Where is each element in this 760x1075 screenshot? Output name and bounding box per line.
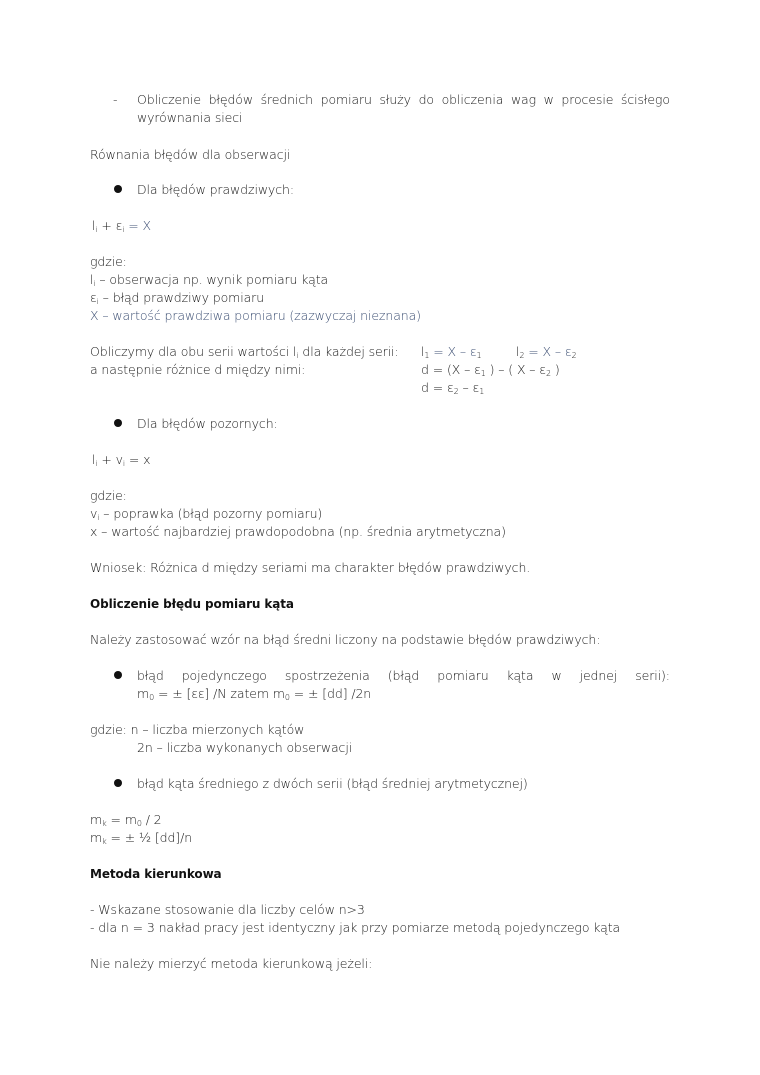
metoda-line-2: - dla n = 3 nakład pracy jest identyczny jak przy pomiarze metodą pojedynczego kąta [90,920,621,935]
section-heading-rownania: Równania błędów dla obserwacji [90,147,291,162]
equation-true-errors: $l_i + \varepsilon_i = X$ [92,218,151,234]
word: w [543,92,554,107]
intro-line-1 [137,92,670,108]
definition-v: $v_i$ – poprawka (błąd pozorny pomiaru) [90,506,323,522]
gdzie-n: gdzie: n – liczba mierzonych kątów [90,722,305,737]
word: błędów [208,92,253,107]
formula-mk-2: $m_k$ = ± ½ [dd]/n [90,830,193,846]
formula-mk-1: $m_k = m_0 / 2$ [90,812,162,828]
word: obliczenia [441,92,504,107]
bullet-icon [114,419,122,427]
definition-x: X – wartość prawdziwa pomiaru (zazwyczaj nieznana) [90,308,421,323]
calc-intro-1: Obliczymy dla obu serii wartości $l_i$ dla każdej serii: [90,344,399,360]
equation-l2: $l_2 = X - \varepsilon_2$ [516,344,577,360]
word: Obliczenie [137,92,201,107]
definition-li: $l_i$ – obserwacja np. wynik pomiaru kąta [90,272,329,288]
word: w [551,668,562,683]
word: procesie [561,92,614,107]
bullet-pozorne: Dla błędów pozornych: [137,416,278,431]
word: pomiaru [437,668,489,683]
bullet-kat-sredni: błąd kąta średniego z dwóch serii (błąd średniej arytmetycznej) [137,776,528,791]
definition-x-prob: x – wartość najbardziej prawdopodobna (np. średnia arytmetyczna) [90,524,506,539]
word: spostrzeżenia [284,668,370,683]
word: serii): [635,668,670,683]
equation-apparent-errors: $l_i + v_i = x$ [92,452,151,468]
word: błąd [137,668,164,683]
bullet-pojedyncze [137,668,670,684]
calc-intro-2: a następnie różnice d między nimi: [90,362,306,377]
wniosek: Wniosek: Różnica d między seriami ma charakter błędów prawdziwych. [90,560,531,575]
word: do [418,92,434,107]
section-intro: Należy zastosować wzór na błąd średni liczony na podstawie błędów prawdziwych: [90,632,601,647]
bullet-prawdziwe: Dla błędów prawdziwych: [137,182,294,197]
definition-epsilon: $\varepsilon_i$ – błąd prawdziwy pomiaru [90,290,265,306]
equation-l1: $l_1 = X - \varepsilon_1$ [421,344,482,360]
word: pomiaru [320,92,372,107]
metoda-line-1: - Wskazane stosowanie dla liczby celów n>3 [90,902,365,917]
word: (błąd [387,668,420,683]
gdzie-label-2: gdzie: [90,488,127,503]
word: jednej [579,668,618,683]
word: średnich [260,92,313,107]
metoda-line-3: Nie należy mierzyć metoda kierunkową jeżeli: [90,956,373,971]
word: kąta [506,668,534,683]
intro-line-2: wyrównania sieci [137,110,243,125]
bullet-icon [114,779,122,787]
bullet-icon [114,671,122,679]
section-heading-blad-kata: Obliczenie błędu pomiaru kąta [90,597,294,611]
word: wag [510,92,537,107]
gdzie-label-1: gdzie: [90,254,127,269]
equation-d-result: $d = \varepsilon_2 - \varepsilon_1$ [421,380,485,396]
word: ścisłego [620,92,670,107]
section-heading-metoda: Metoda kierunkowa [90,867,222,881]
list-dash: - [113,92,118,107]
formula-m0: $m_0$ = ± [εε] /N zatem $m_0$ = ± [dd] /2n [137,686,372,702]
gdzie-2n: 2n – liczba wykonanych obserwacji [137,740,353,755]
bullet-icon [114,185,122,193]
word: pojedynczego [181,668,267,683]
word: służy [379,92,411,107]
equation-d-difference: $d = (X - \varepsilon_1$ ) – ( X – $\varepsilon_2$ ) [421,362,560,378]
